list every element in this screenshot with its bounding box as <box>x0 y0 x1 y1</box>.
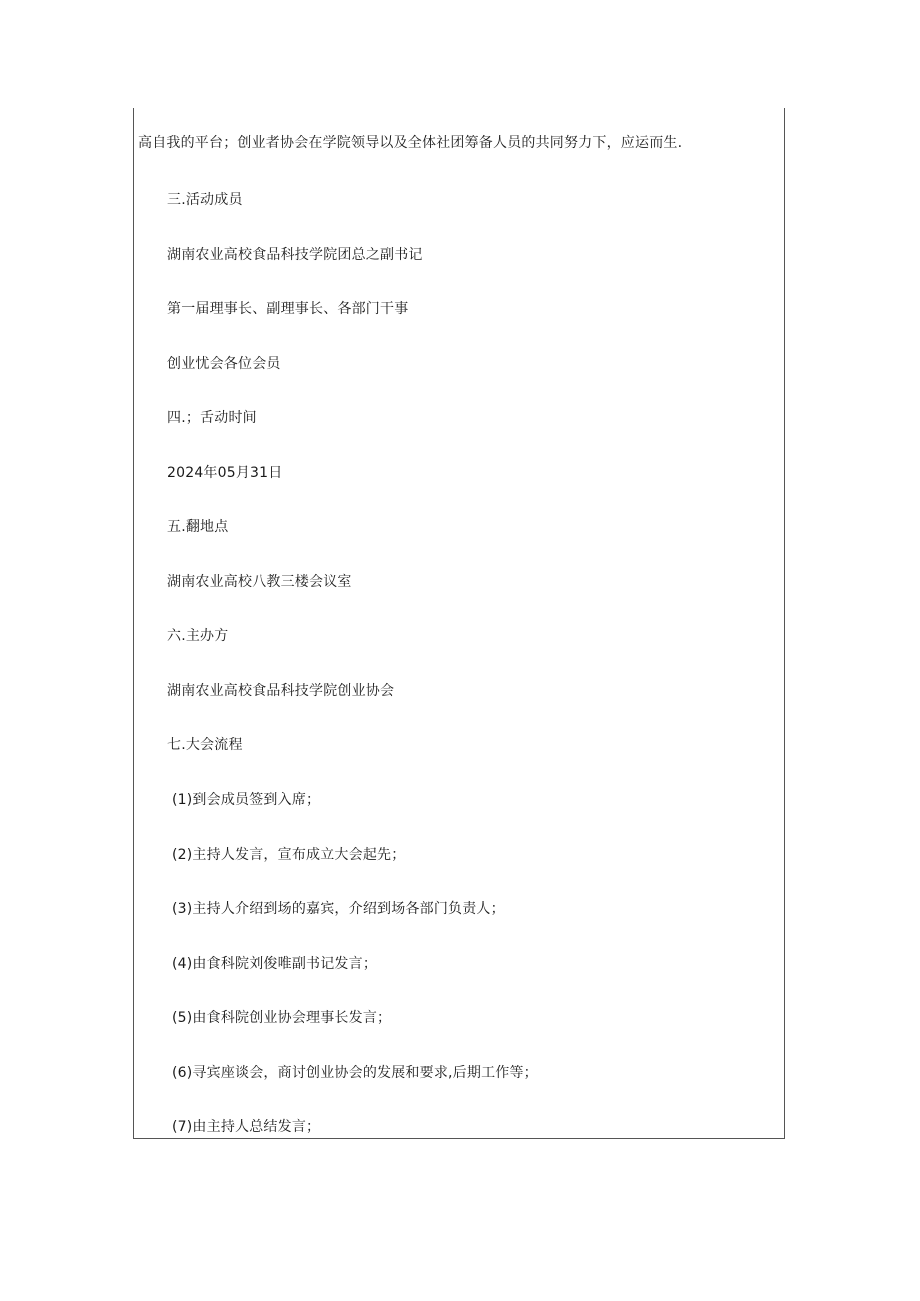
event-date: 2024年05月31日 <box>167 465 283 481</box>
heading-location: 五.翻地点 <box>167 519 229 535</box>
agenda-step: (6)寻宾座谈会，商讨创业协会的发展和要求,后期工作等； <box>172 1065 538 1081</box>
agenda-step: (4)由食科院刘俊唯副书记发言； <box>172 956 378 972</box>
heading-time: 四.；舌动时间 <box>167 410 257 426</box>
member-line: 湖南农业高校食品科技学院团总之副书记 <box>167 247 423 263</box>
agenda-step: (7)由主持人总结发言； <box>172 1119 321 1135</box>
heading-members: 三.活动成员 <box>167 192 243 208</box>
member-line: 创业忧会各位会员 <box>167 356 281 372</box>
paragraph-intro-tail: 高自我的平台；创业者协会在学院领导以及全体社团筹备人员的共同努力下，应运而生. <box>138 135 683 151</box>
event-location: 湖南农业高校八教三楼会议室 <box>167 574 352 590</box>
heading-agenda: 七.大会流程 <box>167 737 243 753</box>
agenda-step: (2)主持人发言，宣布成立大会起先； <box>172 847 406 863</box>
document-page <box>133 108 785 1139</box>
agenda-step: (3)主持人介绍到场的嘉宾，介绍到场各部门负责人； <box>172 901 505 917</box>
member-line: 第一届理事长、副理事长、各部门干事 <box>167 301 409 317</box>
agenda-step: (5)由食科院创业协会理事长发言； <box>172 1010 392 1026</box>
agenda-step: (1)到会成员签到入席； <box>172 792 321 808</box>
event-organizer: 湖南农业高校食品科技学院创业协会 <box>167 683 395 699</box>
heading-organizer: 六.主办方 <box>167 628 229 644</box>
